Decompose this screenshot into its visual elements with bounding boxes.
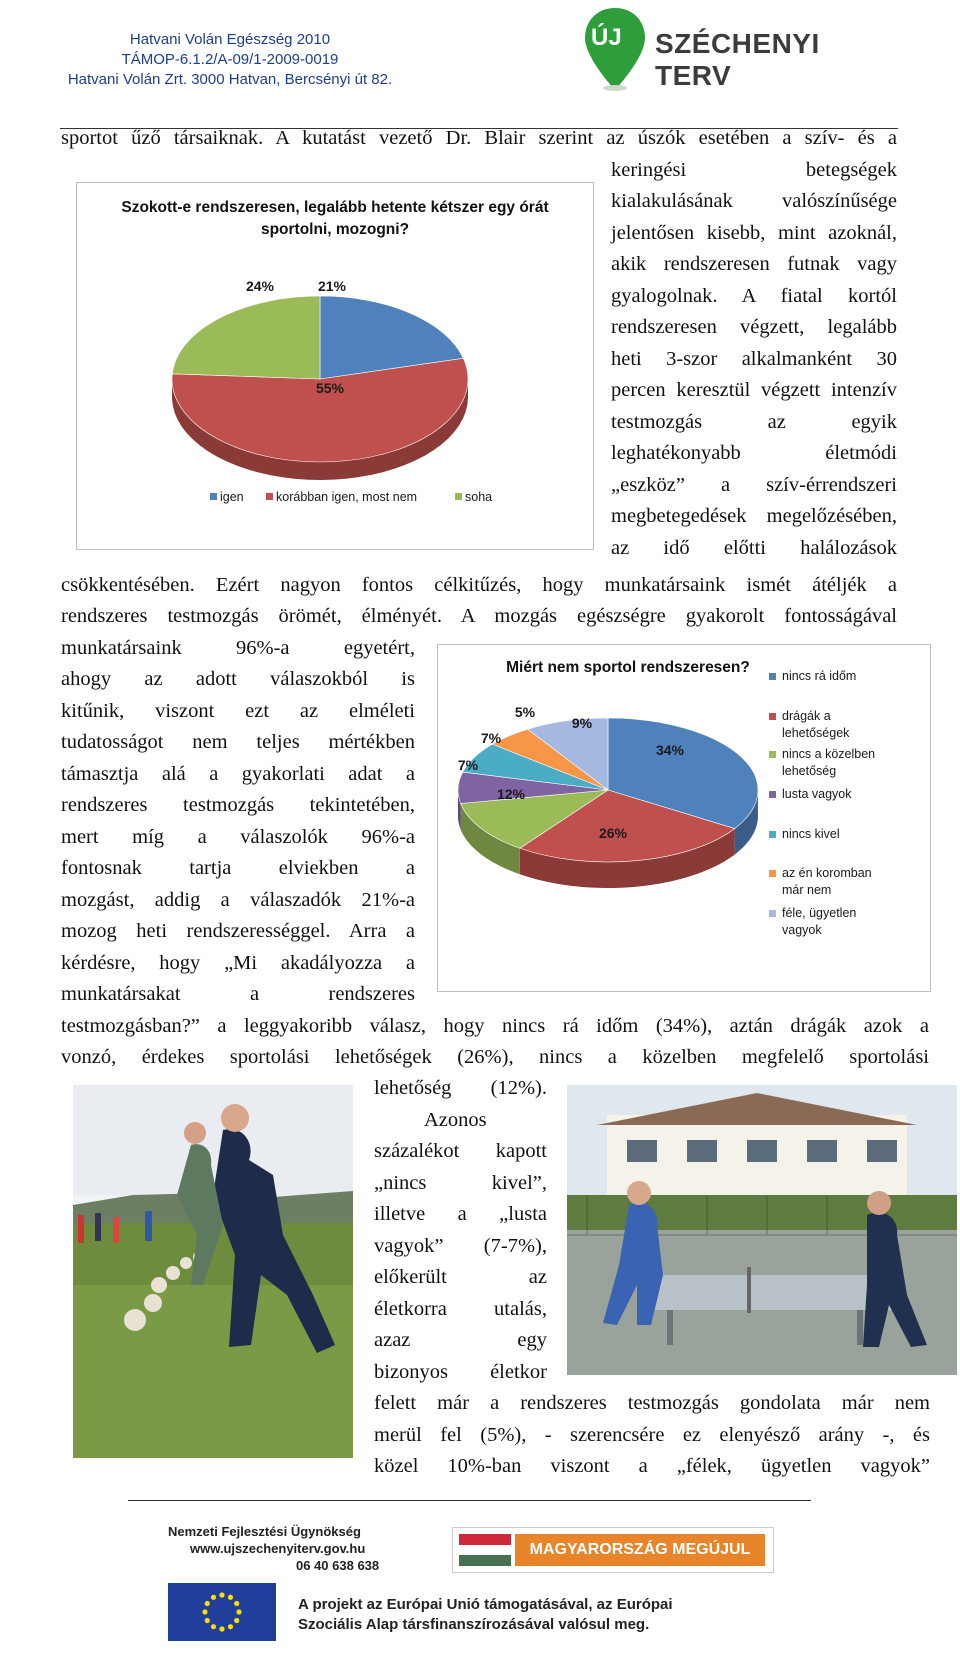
legend-label: lusta vagyok (782, 787, 852, 801)
eu-star-icon (234, 1601, 239, 1606)
eu-star-icon (228, 1624, 233, 1629)
pie-slice (172, 296, 320, 379)
pie-data-label: 34% (655, 742, 685, 758)
paragraph-line: lehetőség (12%). (374, 1077, 547, 1099)
paragraph-line: heti 3-szor alkalmanként 30 (611, 348, 897, 370)
pie-data-label: 5% (514, 704, 536, 720)
pie-data-label: 7% (457, 757, 479, 773)
footer-eu-line-1: A projekt az Európai Unió támogatásával, az Európai (298, 1596, 673, 1613)
legend-swatch (455, 493, 462, 500)
header-line-1: Hatvani Volán Egészség 2010 (129, 31, 331, 48)
hungarian-flag-icon (459, 1534, 511, 1566)
paragraph-line: vagyok” (7-7%), (374, 1235, 547, 1257)
legend-swatch (769, 713, 776, 720)
paragraph-line: kitűnik, viszont ezt az elméleti (61, 700, 415, 722)
paragraph-line: megbetegedések megelőzésében, (611, 505, 897, 527)
paragraph-line: közel 10%-ban viszont a „félek, ügyetlen vagyok” (374, 1455, 930, 1477)
paragraph-line: sportot űző társaiknak. A kutatást vezető Dr. Blair szerint az úszók esetében a szív- és a (61, 127, 897, 149)
paragraph-line: rendszeres testmozgás tekintetében, (61, 794, 415, 816)
pie-chart-exercise-frequency (76, 182, 594, 550)
paragraph-line: akik rendszeresen futnak vagy (611, 253, 897, 275)
pie-data-label: 26% (598, 825, 628, 841)
header-project-info (40, 30, 420, 90)
footer-url: www.ujszechenyiterv.gov.hu (190, 1541, 366, 1556)
chart-title: Miért nem sportol rendszeresen? (506, 659, 750, 676)
paragraph-line: azaz egy (374, 1329, 547, 1351)
paragraph-line: csökkentésében. Ezért nagyon fontos célkitűzés, hogy munkatársaink ismét átéljék a (61, 574, 897, 596)
paragraph-line: támasztja alá a gyakorlati adat a (61, 763, 415, 785)
eu-star-icon (202, 1609, 207, 1614)
paragraph-line: mert míg a válaszolók 96%-a (61, 826, 415, 848)
footer-agency-block (168, 1523, 379, 1574)
paragraph-line: százalékot kapott (374, 1140, 547, 1162)
paragraph-line: rendszeresen végzett, legalább (611, 316, 897, 338)
paragraph-line: percen keresztül végzett intenzív (611, 379, 897, 401)
footer-eu-text (298, 1595, 673, 1635)
pie-data-label: 21% (317, 278, 347, 294)
paragraph-line: munkatársaink 96%-a egyetért, (61, 637, 415, 659)
legend-swatch (210, 493, 217, 500)
footer-agency: Nemzeti Fejlesztési Ügynökség (168, 1524, 361, 1539)
footer-eu-line-2: Szociális Alap társfinanszírozásával valósul meg. (298, 1616, 650, 1633)
paragraph-line: életkorra utalás, (374, 1298, 547, 1320)
eu-star-icon (219, 1626, 224, 1631)
photo-table-tennis-image (567, 1085, 957, 1375)
legend-label-cont: lehetőségek (782, 726, 850, 740)
eu-star-icon (236, 1609, 241, 1614)
paragraph-line: testmozgás az egyik (611, 411, 897, 433)
legend-label: féle, ügyetlen (782, 906, 857, 920)
eu-star-icon (234, 1618, 239, 1623)
eu-star-icon (228, 1595, 233, 1600)
paragraph-line: vonzó, érdekes sportolási lehetőségek (26%), nincs a közelben megfelelő sportolási (61, 1046, 929, 1068)
photo-table-tennis (567, 1085, 957, 1375)
pie-chart-reasons (437, 644, 931, 992)
paragraph-line: előkerült az (374, 1266, 547, 1288)
pie-data-label: 9% (571, 715, 593, 731)
paragraph-line: kérdésre, hogy „Mi akadályozza a (61, 952, 415, 974)
legend-label-cont: vagyok (782, 923, 822, 937)
legend-swatch (769, 831, 776, 838)
paragraph-line: felett már a rendszeres testmozgás gondolata már nem (374, 1392, 930, 1414)
footer-divider (128, 1500, 811, 1501)
paragraph-line: bizonyos életkor (374, 1361, 547, 1383)
pie-data-label: 12% (496, 786, 526, 802)
eu-star-icon (205, 1601, 210, 1606)
paragraph-line: jelentősen kisebb, mint azoknál, (611, 222, 897, 244)
legend-label-cont: lehetőség (782, 764, 837, 778)
legend-label: nincs kivel (782, 827, 840, 841)
paragraph-line: „eszköz” a szív-érrendszeri (611, 474, 897, 496)
photo-bocce-players (73, 1085, 353, 1458)
legend-label: igen (220, 490, 244, 504)
photo-bocce-image (73, 1085, 353, 1458)
paragraph-line: leghatékonyabb életmódi (611, 442, 897, 464)
paragraph-line: tudatosságot nem teljes mértékben (61, 731, 415, 753)
legend-label: nincs rá időm (782, 669, 857, 683)
paragraph-line: Azonos (424, 1109, 487, 1131)
pie-data-label: 7% (480, 730, 502, 746)
paragraph-line: testmozgásban?” a leggyakoribb válasz, hogy nincs rá időm (34%), aztán drágák azok a (61, 1015, 929, 1037)
footer-phone: 06 40 638 638 (296, 1558, 380, 1573)
paragraph-line: mozgást, addig a válaszadók 21%-a (61, 889, 415, 911)
paragraph-line: illetve a „lusta (374, 1203, 547, 1225)
legend-label: nincs a közelben (782, 747, 876, 761)
paragraph-line: gyalogolnak. A fiatal kortól (611, 285, 897, 307)
pie-data-label: 55% (315, 380, 345, 396)
paragraph-line: az idő előtti halálozások (611, 537, 897, 559)
header-line-2: TÁMOP-6.1.2/A-09/1-2009-0019 (121, 51, 339, 68)
paragraph-line: fontosnak tartja elviekben a (61, 857, 415, 879)
eu-star-icon (219, 1592, 224, 1597)
eu-flag-icon (168, 1583, 276, 1641)
legend-swatch (769, 791, 776, 798)
paragraph-line: munkatársakat a rendszeres (61, 983, 415, 1005)
paragraph-line: mozog heti rendszerességgel. Arra a (61, 920, 415, 942)
pie-chart-1-svg (77, 183, 593, 549)
paragraph-line: keringési betegségek (611, 159, 897, 181)
legend-label: az én koromban (782, 866, 872, 880)
paragraph-line: ahogy az adott válaszokból is (61, 668, 415, 690)
legend-swatch (266, 493, 273, 500)
legend-label: korábban igen, most nem (276, 490, 418, 504)
paragraph-line: „nincs kivel”, (374, 1172, 547, 1194)
chart-title: Szokott-e rendszeresen, legalább hetente kétszer egy órát sportolni, mozogni? (121, 199, 549, 238)
eu-star-icon (205, 1618, 210, 1623)
legend-label-cont: már nem (782, 883, 832, 897)
pie-chart-2-svg (438, 645, 930, 991)
legend-label: soha (465, 490, 493, 504)
legend-swatch (769, 673, 776, 680)
footer-banner (452, 1527, 774, 1573)
legend-label: drágák a (782, 709, 831, 723)
banner-text: MAGYARORSZÁG MEGÚJUL (515, 1534, 765, 1566)
szechenyi-terv-logo (583, 6, 903, 96)
paragraph-line: kialakulásának valószínűsége (611, 190, 897, 212)
logo-text: SZÉCHENYI TERV (655, 28, 820, 91)
legend-swatch (769, 751, 776, 758)
eu-star-icon (211, 1595, 216, 1600)
logo-prefix: ÚJ (591, 24, 622, 51)
paragraph-line: merül fel (5%), - szerencsére ez elenyésző arány -, és (374, 1424, 930, 1446)
header-line-3: Hatvani Volán Zrt. 3000 Hatvan, Bercsényi út 82. (67, 71, 393, 88)
paragraph-line: rendszeres testmozgás örömét, élményét. A mozgás egészségre gyakorolt fontosságával (61, 605, 897, 627)
eu-star-icon (211, 1624, 216, 1629)
pie-data-label: 24% (245, 278, 275, 294)
legend-swatch (769, 910, 776, 917)
legend-swatch (769, 870, 776, 877)
